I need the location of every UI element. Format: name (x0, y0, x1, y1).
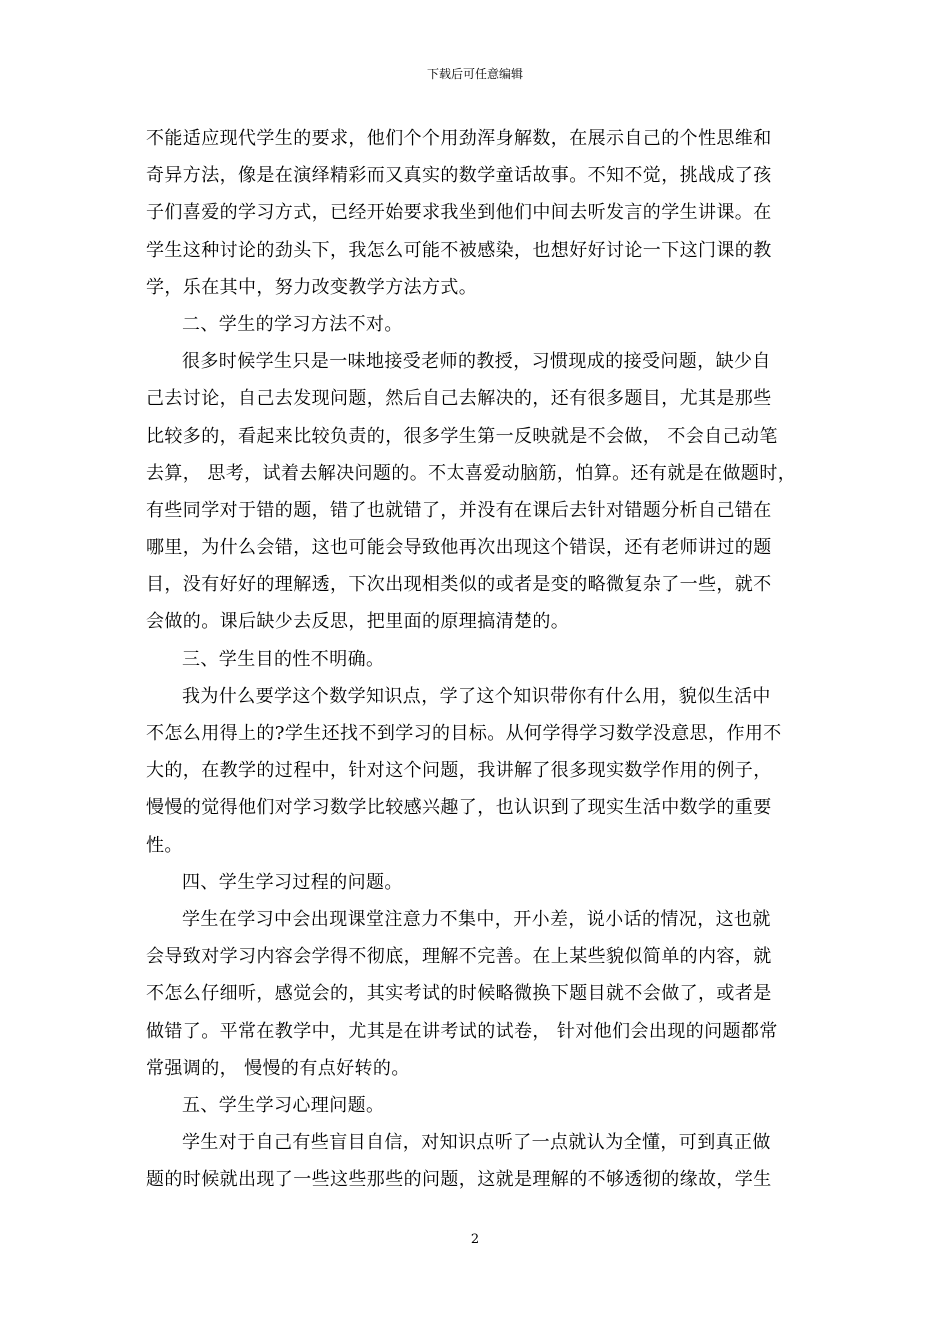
page-number: 2 (470, 1232, 480, 1247)
text-line: 大的，在教学的过程中，针对这个问题，我讲解了很多现实数学作用的例子， (146, 760, 772, 782)
document-body (146, 120, 806, 1198)
text-line: 会做的。课后缺少去反思，把里面的原理搞清楚的。 (146, 611, 570, 633)
text-line: 己去讨论，自己去发现问题，然后自己去解决的，还有很多题目，尤其是那些 (146, 388, 772, 410)
text-line: 我为什么要学这个数学知识点，学了这个知识带你有什么用，貌似生活中 (182, 685, 771, 707)
text-line: 有些同学对于错的题，错了也就错了，并没有在课后去针对错题分析自己错在 (146, 499, 772, 521)
text-line: 学生对于自己有些盲目自信，对知识点听了一点就认为全懂，可到真正做 (182, 1132, 771, 1154)
text-line: 四、学生学习过程的问题。 (182, 871, 403, 893)
text-line: 性。 (146, 834, 183, 856)
page-header: 下载后可任意编辑 (426, 67, 523, 81)
text-line: 常强调的， 慢慢的有点好转的。 (146, 1057, 410, 1079)
text-line: 学生在学习中会出现课堂注意力不集中，开小差，说小话的情况，这也就 (182, 908, 771, 930)
text-line: 会导致对学习内容会学得不彻底，理解不完善。在上某些貌似简单的内容，就 (146, 946, 772, 968)
text-line: 不能适应现代学生的要求，他们个个用劲浑身解数，在展示自己的个性思维和 (146, 128, 772, 149)
text-line: 学生这种讨论的劲头下，我怎么可能不被感染，也想好好讨论一下这门课的教 (146, 239, 772, 261)
text-line: 不怎么用得上的?学生还找不到学习的目标。从何学得学习数学没意思，作用不 (146, 723, 782, 744)
text-line: 题的时候就出现了一些这些那些的问题，这就是理解的不够透彻的缘故，学生 (146, 1169, 772, 1191)
text-line: 去算， 思考，试着去解决问题的。不太喜爱动脑筋，怕算。还有就是在做题时， (146, 462, 797, 484)
text-line: 慢慢的觉得他们对学习数学比较感兴趣了，也认识到了现实生活中数学的重要 (146, 797, 772, 819)
text-line: 目，没有好好的理解透，下次出现相类似的或者是变的略微复杂了一些，就不 (146, 574, 772, 596)
text-line: 二、学生的学习方法不对。 (182, 313, 403, 335)
text-line: 三、学生目的性不明确。 (182, 648, 385, 670)
text-line: 哪里，为什么会错，这也可能会导致他再次出现这个错误，还有老师讲过的题 (146, 537, 772, 559)
text-line: 五、学生学习心理问题。 (182, 1094, 385, 1116)
text-line: 学，乐在其中，努力改变教学方法方式。 (146, 276, 478, 298)
text-line: 很多时候学生只是一味地接受老师的教授，习惯现成的接受问题，缺少自 (182, 351, 771, 373)
text-line: 不怎么仔细听，感觉会的，其实考试的时候略微换下题目就不会做了，或者是 (146, 983, 772, 1005)
text-line: 奇异方法，像是在演绎精彩而又真实的数学童话故事。不知不觉，挑战成了孩 (146, 165, 772, 187)
text-line: 做错了。平常在教学中，尤其是在讲考试的试卷， 针对他们会出现的问题都常 (146, 1020, 778, 1042)
text-line: 子们喜爱的学习方式，已经开始要求我坐到他们中间去听发言的学生讲课。在 (146, 202, 772, 224)
text-line: 比较多的，看起来比较负责的，很多学生第一反映就是不会做， 不会自己动笔 (146, 425, 778, 447)
